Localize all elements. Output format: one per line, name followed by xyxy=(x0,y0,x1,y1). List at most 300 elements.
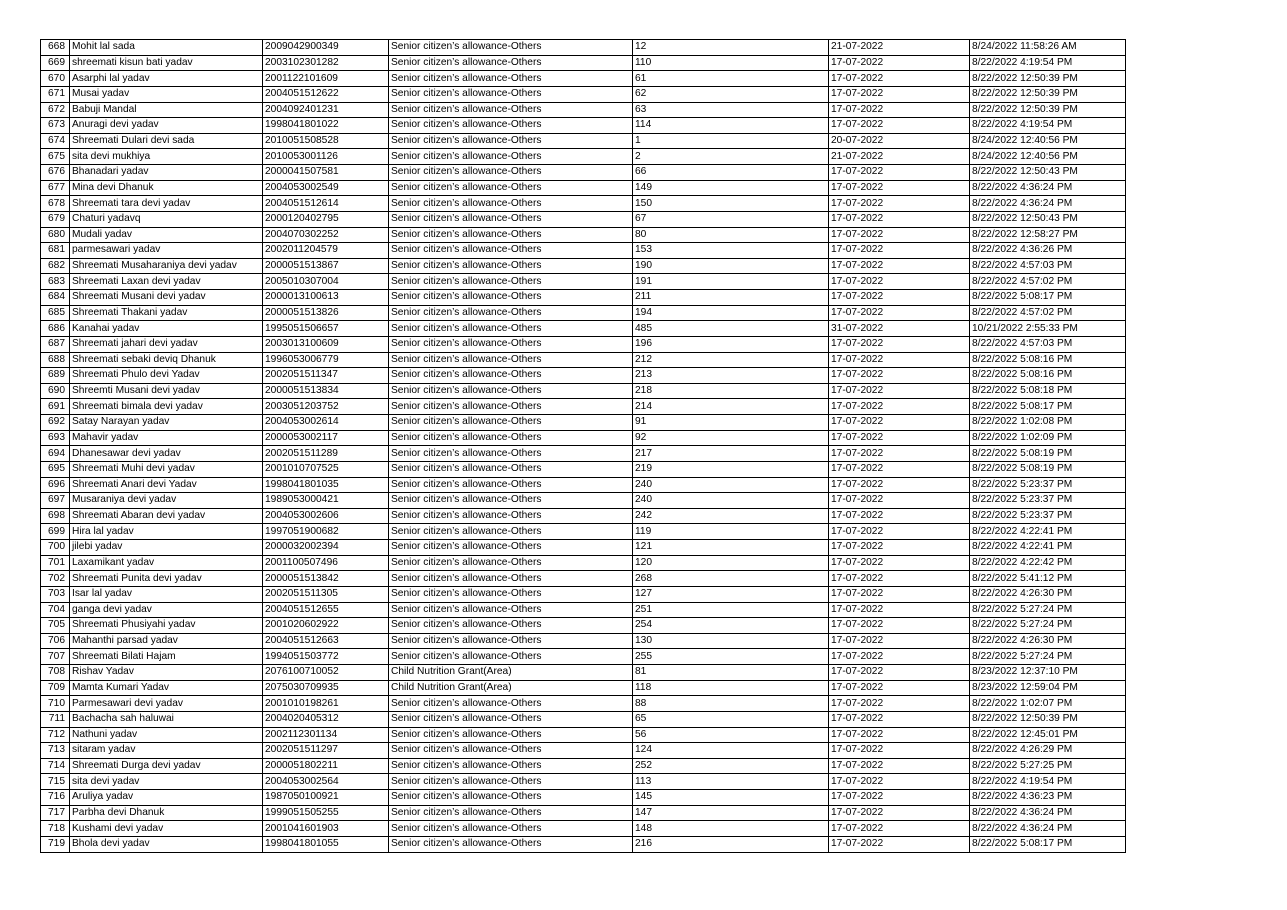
serial-number-cell: 699 xyxy=(41,524,70,540)
table-row xyxy=(41,102,1126,118)
date-cell: 17-07-2022 xyxy=(829,790,970,806)
date-cell: 17-07-2022 xyxy=(829,711,970,727)
table-row xyxy=(41,258,1126,274)
serial-number-cell: 697 xyxy=(41,493,70,509)
serial-number-cell: 679 xyxy=(41,211,70,227)
timestamp-cell: 8/22/2022 4:36:24 PM xyxy=(970,821,1126,837)
serial-number-cell: 676 xyxy=(41,165,70,181)
code-cell: 130 xyxy=(633,633,829,649)
allowance-type-cell: Senior citizen’s allowance-Others xyxy=(389,524,633,540)
name-cell: Shreemati bimala devi yadav xyxy=(70,399,263,415)
code-cell: 191 xyxy=(633,274,829,290)
timestamp-cell: 8/22/2022 5:23:37 PM xyxy=(970,493,1126,509)
code-cell: 121 xyxy=(633,540,829,556)
table-row xyxy=(41,383,1126,399)
table-row xyxy=(41,618,1126,634)
table-row xyxy=(41,446,1126,462)
allowance-type-cell: Senior citizen’s allowance-Others xyxy=(389,649,633,665)
code-cell: 214 xyxy=(633,399,829,415)
table-row xyxy=(41,586,1126,602)
date-cell: 17-07-2022 xyxy=(829,243,970,259)
id-number-cell: 2001020602922 xyxy=(263,618,389,634)
code-cell: 127 xyxy=(633,586,829,602)
table-row xyxy=(41,118,1126,134)
table-row xyxy=(41,493,1126,509)
serial-number-cell: 695 xyxy=(41,461,70,477)
date-cell: 31-07-2022 xyxy=(829,321,970,337)
serial-number-cell: 677 xyxy=(41,180,70,196)
date-cell: 17-07-2022 xyxy=(829,633,970,649)
table-row xyxy=(41,696,1126,712)
allowance-type-cell: Senior citizen’s allowance-Others xyxy=(389,711,633,727)
serial-number-cell: 680 xyxy=(41,227,70,243)
name-cell: ganga devi yadav xyxy=(70,602,263,618)
name-cell: Nathuni yadav xyxy=(70,727,263,743)
name-cell: Shreemati Musani devi yadav xyxy=(70,290,263,306)
timestamp-cell: 8/24/2022 12:40:56 PM xyxy=(970,149,1126,165)
allowance-type-cell: Senior citizen’s allowance-Others xyxy=(389,477,633,493)
date-cell: 17-07-2022 xyxy=(829,665,970,681)
table-row xyxy=(41,571,1126,587)
id-number-cell: 2001010707525 xyxy=(263,461,389,477)
name-cell: Isar lal yadav xyxy=(70,586,263,602)
name-cell: Shreemati Durga devi yadav xyxy=(70,758,263,774)
timestamp-cell: 8/22/2022 4:26:30 PM xyxy=(970,586,1126,602)
id-number-cell: 1989053000421 xyxy=(263,493,389,509)
name-cell: sita devi mukhiya xyxy=(70,149,263,165)
allowance-type-cell: Senior citizen’s allowance-Others xyxy=(389,571,633,587)
id-number-cell: 2003102301282 xyxy=(263,55,389,71)
date-cell: 17-07-2022 xyxy=(829,430,970,446)
code-cell: 110 xyxy=(633,55,829,71)
code-cell: 91 xyxy=(633,415,829,431)
serial-number-cell: 701 xyxy=(41,555,70,571)
serial-number-cell: 702 xyxy=(41,571,70,587)
name-cell: Parmesawari devi yadav xyxy=(70,696,263,712)
id-number-cell: 2000013100613 xyxy=(263,290,389,306)
id-number-cell: 2000120402795 xyxy=(263,211,389,227)
serial-number-cell: 670 xyxy=(41,71,70,87)
table-row xyxy=(41,805,1126,821)
timestamp-cell: 8/22/2022 5:27:25 PM xyxy=(970,758,1126,774)
code-cell: 81 xyxy=(633,665,829,681)
date-cell: 17-07-2022 xyxy=(829,227,970,243)
serial-number-cell: 696 xyxy=(41,477,70,493)
date-cell: 17-07-2022 xyxy=(829,305,970,321)
table-row xyxy=(41,555,1126,571)
date-cell: 17-07-2022 xyxy=(829,555,970,571)
table-row xyxy=(41,133,1126,149)
table-row xyxy=(41,508,1126,524)
date-cell: 17-07-2022 xyxy=(829,274,970,290)
serial-number-cell: 682 xyxy=(41,258,70,274)
allowance-type-cell: Senior citizen’s allowance-Others xyxy=(389,633,633,649)
serial-number-cell: 691 xyxy=(41,399,70,415)
allowance-type-cell: Senior citizen’s allowance-Others xyxy=(389,258,633,274)
timestamp-cell: 8/22/2022 5:41:12 PM xyxy=(970,571,1126,587)
serial-number-cell: 686 xyxy=(41,321,70,337)
serial-number-cell: 678 xyxy=(41,196,70,212)
serial-number-cell: 704 xyxy=(41,602,70,618)
allowance-type-cell: Senior citizen’s allowance-Others xyxy=(389,40,633,56)
name-cell: sita devi yadav xyxy=(70,774,263,790)
date-cell: 17-07-2022 xyxy=(829,446,970,462)
timestamp-cell: 8/22/2022 12:50:39 PM xyxy=(970,102,1126,118)
id-number-cell: 2004070302252 xyxy=(263,227,389,243)
code-cell: 255 xyxy=(633,649,829,665)
name-cell: Mahanthi parsad yadav xyxy=(70,633,263,649)
id-number-cell: 2002051511289 xyxy=(263,446,389,462)
code-cell: 252 xyxy=(633,758,829,774)
code-cell: 485 xyxy=(633,321,829,337)
timestamp-cell: 8/22/2022 4:26:29 PM xyxy=(970,743,1126,759)
table-row xyxy=(41,165,1126,181)
serial-number-cell: 693 xyxy=(41,430,70,446)
code-cell: 212 xyxy=(633,352,829,368)
id-number-cell: 2010053001126 xyxy=(263,149,389,165)
serial-number-cell: 717 xyxy=(41,805,70,821)
code-cell: 194 xyxy=(633,305,829,321)
code-cell: 150 xyxy=(633,196,829,212)
timestamp-cell: 8/22/2022 12:50:43 PM xyxy=(970,165,1126,181)
allowance-type-cell: Senior citizen’s allowance-Others xyxy=(389,540,633,556)
date-cell: 17-07-2022 xyxy=(829,258,970,274)
id-number-cell: 2000053002117 xyxy=(263,430,389,446)
serial-number-cell: 707 xyxy=(41,649,70,665)
serial-number-cell: 683 xyxy=(41,274,70,290)
allowance-type-cell: Senior citizen’s allowance-Others xyxy=(389,368,633,384)
name-cell: Bachacha sah haluwai xyxy=(70,711,263,727)
table-row xyxy=(41,524,1126,540)
code-cell: 190 xyxy=(633,258,829,274)
serial-number-cell: 714 xyxy=(41,758,70,774)
name-cell: Hira lal yadav xyxy=(70,524,263,540)
id-number-cell: 2076100710052 xyxy=(263,665,389,681)
serial-number-cell: 671 xyxy=(41,86,70,102)
timestamp-cell: 8/22/2022 4:22:41 PM xyxy=(970,524,1126,540)
allowance-type-cell: Senior citizen’s allowance-Others xyxy=(389,165,633,181)
id-number-cell: 2000051513834 xyxy=(263,383,389,399)
date-cell: 17-07-2022 xyxy=(829,727,970,743)
timestamp-cell: 8/22/2022 5:27:24 PM xyxy=(970,602,1126,618)
date-cell: 17-07-2022 xyxy=(829,602,970,618)
table-row xyxy=(41,243,1126,259)
code-cell: 56 xyxy=(633,727,829,743)
allowance-type-cell: Senior citizen’s allowance-Others xyxy=(389,55,633,71)
allowance-type-cell: Senior citizen’s allowance-Others xyxy=(389,586,633,602)
timestamp-cell: 8/22/2022 5:08:18 PM xyxy=(970,383,1126,399)
table-row xyxy=(41,336,1126,352)
id-number-cell: 2000032002394 xyxy=(263,540,389,556)
serial-number-cell: 672 xyxy=(41,102,70,118)
date-cell: 17-07-2022 xyxy=(829,493,970,509)
serial-number-cell: 719 xyxy=(41,836,70,852)
date-cell: 17-07-2022 xyxy=(829,86,970,102)
code-cell: 120 xyxy=(633,555,829,571)
id-number-cell: 2010051508528 xyxy=(263,133,389,149)
timestamp-cell: 8/22/2022 4:19:54 PM xyxy=(970,774,1126,790)
name-cell: Shreemati Musaharaniya devi yadav xyxy=(70,258,263,274)
timestamp-cell: 8/22/2022 5:08:17 PM xyxy=(970,399,1126,415)
name-cell: Rishav Yadav xyxy=(70,665,263,681)
table-row xyxy=(41,305,1126,321)
allowance-type-cell: Senior citizen’s allowance-Others xyxy=(389,227,633,243)
table-row xyxy=(41,665,1126,681)
allowance-type-cell: Child Nutrition Grant(Area) xyxy=(389,680,633,696)
date-cell: 17-07-2022 xyxy=(829,461,970,477)
date-cell: 17-07-2022 xyxy=(829,743,970,759)
id-number-cell: 1997051900682 xyxy=(263,524,389,540)
name-cell: Musaraniya devi yadav xyxy=(70,493,263,509)
timestamp-cell: 8/22/2022 12:50:43 PM xyxy=(970,211,1126,227)
id-number-cell: 2004051512663 xyxy=(263,633,389,649)
table-row xyxy=(41,321,1126,337)
date-cell: 17-07-2022 xyxy=(829,821,970,837)
timestamp-cell: 8/22/2022 5:08:19 PM xyxy=(970,446,1126,462)
allowance-type-cell: Senior citizen’s allowance-Others xyxy=(389,352,633,368)
allowance-type-cell: Senior citizen’s allowance-Others xyxy=(389,118,633,134)
timestamp-cell: 8/22/2022 4:22:42 PM xyxy=(970,555,1126,571)
name-cell: Babuji Mandal xyxy=(70,102,263,118)
name-cell: Shreemati Phusiyahi yadav xyxy=(70,618,263,634)
code-cell: 148 xyxy=(633,821,829,837)
allowance-type-cell: Senior citizen’s allowance-Others xyxy=(389,274,633,290)
name-cell: Bhola devi yadav xyxy=(70,836,263,852)
date-cell: 17-07-2022 xyxy=(829,383,970,399)
timestamp-cell: 8/22/2022 5:08:17 PM xyxy=(970,290,1126,306)
name-cell: Parbha devi Dhanuk xyxy=(70,805,263,821)
timestamp-cell: 8/22/2022 4:36:24 PM xyxy=(970,180,1126,196)
code-cell: 213 xyxy=(633,368,829,384)
allowance-type-cell: Senior citizen’s allowance-Others xyxy=(389,180,633,196)
timestamp-cell: 8/22/2022 4:57:02 PM xyxy=(970,274,1126,290)
table-row xyxy=(41,758,1126,774)
serial-number-cell: 698 xyxy=(41,508,70,524)
id-number-cell: 1999051505255 xyxy=(263,805,389,821)
allowance-type-cell: Senior citizen’s allowance-Others xyxy=(389,133,633,149)
code-cell: 145 xyxy=(633,790,829,806)
allowance-type-cell: Senior citizen’s allowance-Others xyxy=(389,508,633,524)
id-number-cell: 2005010307004 xyxy=(263,274,389,290)
timestamp-cell: 8/22/2022 5:08:16 PM xyxy=(970,368,1126,384)
serial-number-cell: 708 xyxy=(41,665,70,681)
id-number-cell: 2004053002606 xyxy=(263,508,389,524)
timestamp-cell: 8/22/2022 12:50:39 PM xyxy=(970,711,1126,727)
code-cell: 88 xyxy=(633,696,829,712)
id-number-cell: 2001041601903 xyxy=(263,821,389,837)
timestamp-cell: 8/22/2022 4:57:03 PM xyxy=(970,336,1126,352)
serial-number-cell: 710 xyxy=(41,696,70,712)
serial-number-cell: 709 xyxy=(41,680,70,696)
name-cell: Shreemati Laxan devi yadav xyxy=(70,274,263,290)
name-cell: Shreemati jahari devi yadav xyxy=(70,336,263,352)
allowance-type-cell: Senior citizen’s allowance-Others xyxy=(389,805,633,821)
allowance-type-cell: Senior citizen’s allowance-Others xyxy=(389,493,633,509)
name-cell: Satay Narayan yadav xyxy=(70,415,263,431)
date-cell: 17-07-2022 xyxy=(829,618,970,634)
date-cell: 17-07-2022 xyxy=(829,696,970,712)
allowance-type-cell: Senior citizen’s allowance-Others xyxy=(389,555,633,571)
table-row xyxy=(41,711,1126,727)
code-cell: 12 xyxy=(633,40,829,56)
serial-number-cell: 700 xyxy=(41,540,70,556)
code-cell: 219 xyxy=(633,461,829,477)
code-cell: 65 xyxy=(633,711,829,727)
serial-number-cell: 675 xyxy=(41,149,70,165)
timestamp-cell: 8/22/2022 4:57:03 PM xyxy=(970,258,1126,274)
timestamp-cell: 8/22/2022 12:50:39 PM xyxy=(970,86,1126,102)
id-number-cell: 1987050100921 xyxy=(263,790,389,806)
name-cell: Shreemati Phulo devi Yadav xyxy=(70,368,263,384)
date-cell: 17-07-2022 xyxy=(829,165,970,181)
table-row xyxy=(41,649,1126,665)
table-row xyxy=(41,227,1126,243)
timestamp-cell: 8/22/2022 5:08:17 PM xyxy=(970,836,1126,852)
timestamp-cell: 8/22/2022 4:22:41 PM xyxy=(970,540,1126,556)
allowance-type-cell: Senior citizen’s allowance-Others xyxy=(389,149,633,165)
date-cell: 17-07-2022 xyxy=(829,102,970,118)
table-row xyxy=(41,352,1126,368)
code-cell: 268 xyxy=(633,571,829,587)
code-cell: 62 xyxy=(633,86,829,102)
allowance-type-cell: Senior citizen’s allowance-Others xyxy=(389,196,633,212)
allowance-type-cell: Senior citizen’s allowance-Others xyxy=(389,290,633,306)
records-table xyxy=(40,39,1126,853)
id-number-cell: 2002112301134 xyxy=(263,727,389,743)
name-cell: Chaturi yadavq xyxy=(70,211,263,227)
allowance-type-cell: Senior citizen’s allowance-Others xyxy=(389,727,633,743)
timestamp-cell: 8/24/2022 11:58:26 AM xyxy=(970,40,1126,56)
date-cell: 17-07-2022 xyxy=(829,180,970,196)
timestamp-cell: 8/22/2022 1:02:08 PM xyxy=(970,415,1126,431)
serial-number-cell: 668 xyxy=(41,40,70,56)
timestamp-cell: 8/22/2022 5:27:24 PM xyxy=(970,618,1126,634)
serial-number-cell: 715 xyxy=(41,774,70,790)
table-row xyxy=(41,540,1126,556)
id-number-cell: 2000051513842 xyxy=(263,571,389,587)
date-cell: 17-07-2022 xyxy=(829,805,970,821)
name-cell: Shreemati Thakani yadav xyxy=(70,305,263,321)
timestamp-cell: 8/22/2022 4:26:30 PM xyxy=(970,633,1126,649)
id-number-cell: 1996053006779 xyxy=(263,352,389,368)
table-row xyxy=(41,149,1126,165)
name-cell: Shreemati Dulari devi sada xyxy=(70,133,263,149)
table-row xyxy=(41,461,1126,477)
serial-number-cell: 718 xyxy=(41,821,70,837)
table-row xyxy=(41,790,1126,806)
timestamp-cell: 8/22/2022 1:02:09 PM xyxy=(970,430,1126,446)
timestamp-cell: 8/22/2022 12:50:39 PM xyxy=(970,71,1126,87)
allowance-type-cell: Senior citizen’s allowance-Others xyxy=(389,243,633,259)
id-number-cell: 2004051512614 xyxy=(263,196,389,212)
date-cell: 17-07-2022 xyxy=(829,508,970,524)
table-row xyxy=(41,430,1126,446)
table-row xyxy=(41,821,1126,837)
allowance-type-cell: Senior citizen’s allowance-Others xyxy=(389,602,633,618)
serial-number-cell: 703 xyxy=(41,586,70,602)
code-cell: 196 xyxy=(633,336,829,352)
table-row xyxy=(41,633,1126,649)
date-cell: 21-07-2022 xyxy=(829,149,970,165)
code-cell: 113 xyxy=(633,774,829,790)
allowance-type-cell: Senior citizen’s allowance-Others xyxy=(389,211,633,227)
serial-number-cell: 716 xyxy=(41,790,70,806)
id-number-cell: 2000051513867 xyxy=(263,258,389,274)
allowance-type-cell: Senior citizen’s allowance-Others xyxy=(389,336,633,352)
serial-number-cell: 713 xyxy=(41,743,70,759)
name-cell: Mina devi Dhanuk xyxy=(70,180,263,196)
code-cell: 118 xyxy=(633,680,829,696)
allowance-type-cell: Senior citizen’s allowance-Others xyxy=(389,305,633,321)
allowance-type-cell: Senior citizen’s allowance-Others xyxy=(389,446,633,462)
serial-number-cell: 692 xyxy=(41,415,70,431)
id-number-cell: 2002051511347 xyxy=(263,368,389,384)
name-cell: parmesawari yadav xyxy=(70,243,263,259)
date-cell: 17-07-2022 xyxy=(829,71,970,87)
timestamp-cell: 8/24/2022 12:40:56 PM xyxy=(970,133,1126,149)
date-cell: 17-07-2022 xyxy=(829,118,970,134)
code-cell: 80 xyxy=(633,227,829,243)
allowance-type-cell: Senior citizen’s allowance-Others xyxy=(389,836,633,852)
table-row xyxy=(41,40,1126,56)
timestamp-cell: 8/23/2022 12:37:10 PM xyxy=(970,665,1126,681)
name-cell: Shreemati Muhi devi yadav xyxy=(70,461,263,477)
serial-number-cell: 669 xyxy=(41,55,70,71)
serial-number-cell: 706 xyxy=(41,633,70,649)
table-row xyxy=(41,477,1126,493)
table-row xyxy=(41,274,1126,290)
serial-number-cell: 673 xyxy=(41,118,70,134)
id-number-cell: 1998041801055 xyxy=(263,836,389,852)
date-cell: 17-07-2022 xyxy=(829,649,970,665)
name-cell: Shreemati Bilati Hajam xyxy=(70,649,263,665)
allowance-type-cell: Senior citizen’s allowance-Others xyxy=(389,696,633,712)
table-row xyxy=(41,399,1126,415)
code-cell: 211 xyxy=(633,290,829,306)
date-cell: 17-07-2022 xyxy=(829,586,970,602)
name-cell: Mahavir yadav xyxy=(70,430,263,446)
table-row xyxy=(41,211,1126,227)
table-row xyxy=(41,180,1126,196)
date-cell: 17-07-2022 xyxy=(829,55,970,71)
allowance-type-cell: Senior citizen’s allowance-Others xyxy=(389,790,633,806)
date-cell: 17-07-2022 xyxy=(829,415,970,431)
id-number-cell: 2004053002564 xyxy=(263,774,389,790)
allowance-type-cell: Senior citizen’s allowance-Others xyxy=(389,821,633,837)
id-number-cell: 2004020405312 xyxy=(263,711,389,727)
timestamp-cell: 8/22/2022 4:36:24 PM xyxy=(970,196,1126,212)
name-cell: Mudali yadav xyxy=(70,227,263,243)
id-number-cell: 2002011204579 xyxy=(263,243,389,259)
date-cell: 17-07-2022 xyxy=(829,336,970,352)
date-cell: 17-07-2022 xyxy=(829,774,970,790)
allowance-type-cell: Senior citizen’s allowance-Others xyxy=(389,415,633,431)
allowance-type-cell: Senior citizen’s allowance-Others xyxy=(389,758,633,774)
date-cell: 17-07-2022 xyxy=(829,211,970,227)
date-cell: 17-07-2022 xyxy=(829,196,970,212)
name-cell: Mamta Kumari Yadav xyxy=(70,680,263,696)
date-cell: 17-07-2022 xyxy=(829,290,970,306)
code-cell: 240 xyxy=(633,493,829,509)
serial-number-cell: 705 xyxy=(41,618,70,634)
id-number-cell: 2001010198261 xyxy=(263,696,389,712)
code-cell: 124 xyxy=(633,743,829,759)
serial-number-cell: 674 xyxy=(41,133,70,149)
id-number-cell: 2002051511305 xyxy=(263,586,389,602)
id-number-cell: 2004053002614 xyxy=(263,415,389,431)
serial-number-cell: 688 xyxy=(41,352,70,368)
date-cell: 17-07-2022 xyxy=(829,571,970,587)
